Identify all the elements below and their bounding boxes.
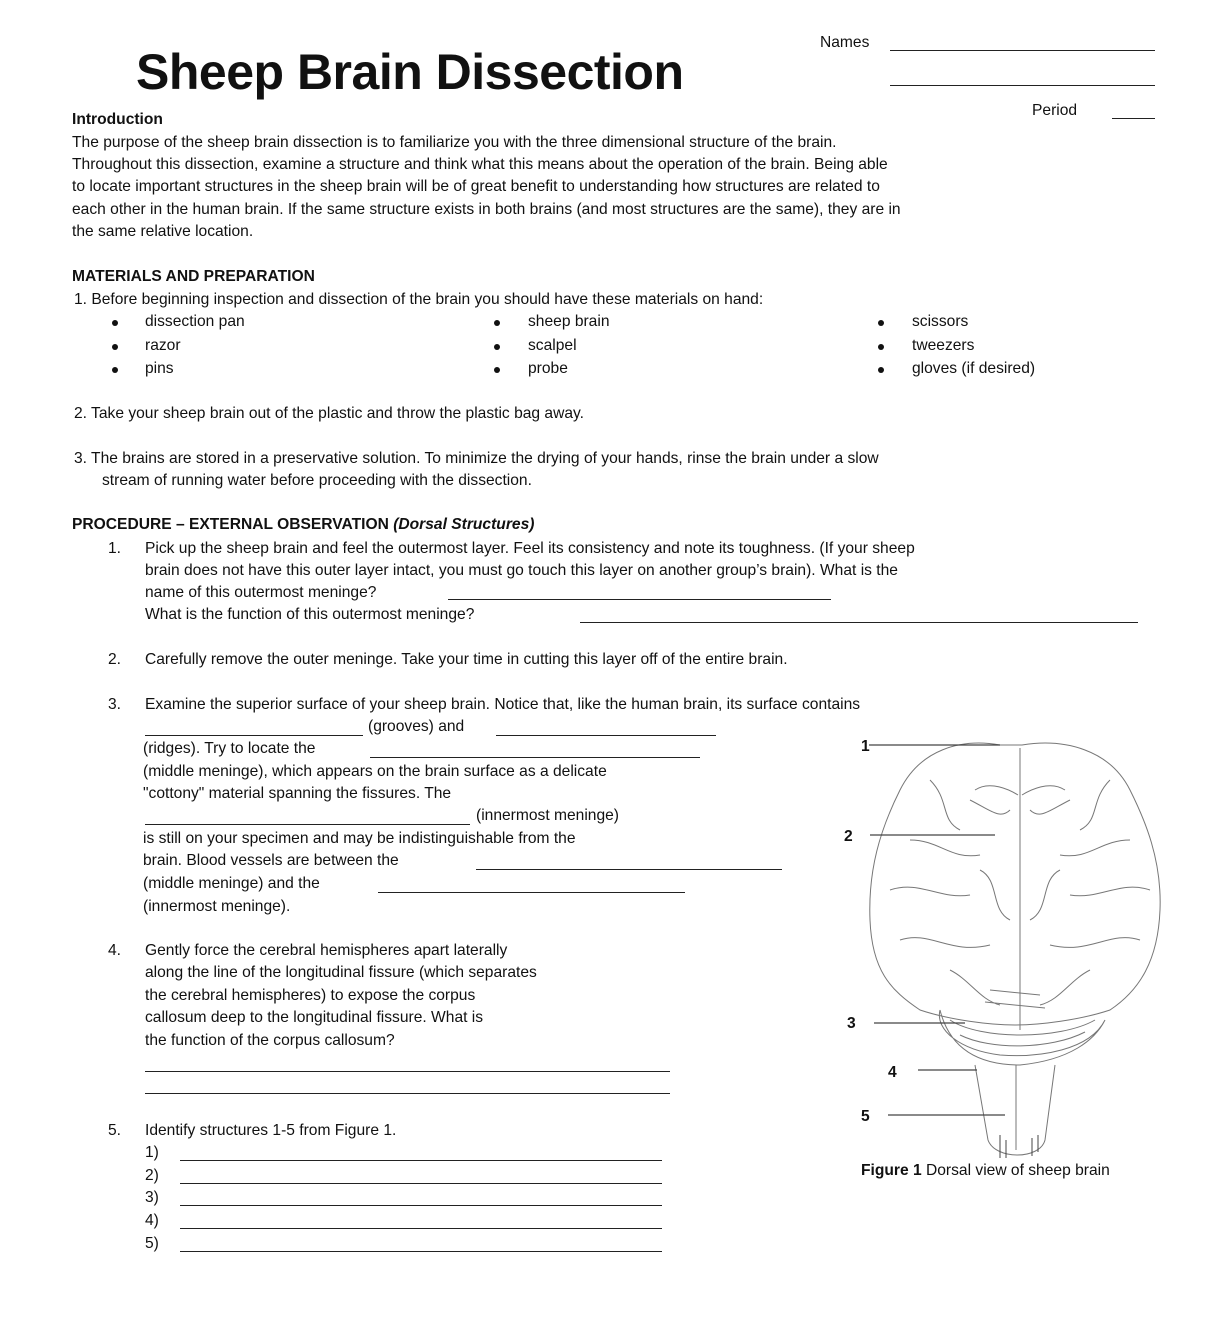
names-label: Names [820,34,870,51]
procedure-heading [72,515,534,535]
materials-step-1: 1. Before beginning inspection and dissection of the brain you should have these materials on hand: [74,291,764,308]
answer-number: 2) [145,1167,159,1184]
step-number: 4. [108,942,122,959]
intro-line: the same relative location. [72,223,254,240]
material-item: scissors [912,313,969,330]
answer-blank[interactable] [180,1183,662,1184]
step-3-text: (innermost meninge). [143,898,291,915]
step-4-text: along the line of the longitudinal fissure (which separates [145,964,537,981]
step-3-text: Examine the superior surface of your sheep brain. Notice that, like the human brain, its surface contains [145,696,861,713]
bullet-icon [112,367,118,373]
step-3-text: brain. Blood vessels are between the [143,852,399,869]
answer-blank[interactable] [180,1205,662,1206]
step-number: 1. [108,540,122,557]
material-item: razor [145,337,181,354]
bullet-icon [878,367,884,373]
figure-caption-number: Figure 1 [861,1162,922,1179]
step-3-text: (middle meninge) and the [143,875,320,892]
step-1-question: What is the function of this outermost meninge? [145,606,475,623]
intro-line: each other in the human brain. If the same structure exists in both brains (and most structures are the same), they are in [72,201,901,218]
step-4-text: the function of the corpus callosum? [145,1032,395,1049]
procedure-heading-italic: (Dorsal Structures) [393,516,535,533]
step-3-text: is still on your specimen and may be indistinguishable from the [143,830,576,847]
material-item: gloves (if desired) [912,360,1036,377]
bullet-icon [112,320,118,326]
materials-heading: MATERIALS AND PREPARATION [72,268,315,285]
procedure-heading-text: PROCEDURE – EXTERNAL OBSERVATION [72,516,389,533]
figure-label: 2 [844,828,853,845]
answer-blank[interactable] [496,735,716,736]
bullet-icon [494,367,500,373]
step-3-text: (grooves) and [368,718,465,735]
step-1-question: name of this outermost meninge? [145,584,377,601]
period-label: Period [1032,102,1078,119]
page-title: Sheep Brain Dissection [136,44,684,100]
answer-blank[interactable] [370,757,700,758]
answer-blank[interactable] [180,1228,662,1229]
bullet-icon [494,344,500,350]
intro-line: The purpose of the sheep brain dissection is to familiarize you with the three dimensional structure of the brain. [72,134,837,151]
step-number: 5. [108,1122,122,1139]
bullet-icon [878,344,884,350]
material-item: scalpel [528,337,577,354]
step-2-text: Carefully remove the outer meninge. Take your time in cutting this layer off of the entire brain. [145,651,788,668]
bullet-icon [494,320,500,326]
answer-number: 4) [145,1212,159,1229]
step-1-text: brain does not have this outer layer intact, you must go touch this layer on another group’s brain). What is the [145,562,898,579]
answer-number: 3) [145,1189,159,1206]
answer-blank[interactable] [145,1093,670,1094]
answer-number: 5) [145,1235,159,1252]
answer-blank[interactable] [145,735,363,736]
materials-step-3: 3. The brains are stored in a preservative solution. To minimize the drying of your hands, rinse the brain under a slow [74,450,879,467]
bullet-icon [112,344,118,350]
sheep-brain-figure [840,720,1224,1160]
figure-caption [861,1161,1110,1181]
intro-line: Throughout this dissection, examine a structure and think what this means about the operation of the brain. Being able [72,156,888,173]
step-number: 2. [108,651,122,668]
intro-heading: Introduction [72,111,163,128]
step-4-text: callosum deep to the longitudinal fissure. What is [145,1009,484,1026]
intro-line: to locate important structures in the sheep brain will be of great benefit to understanding how structures are related to [72,178,880,195]
names-field-1[interactable] [890,50,1155,51]
answer-blank[interactable] [448,599,831,600]
answer-blank[interactable] [580,622,1138,623]
answer-blank[interactable] [180,1251,662,1252]
step-3-text: (ridges). Try to locate the [143,740,316,757]
period-field[interactable] [1112,118,1155,119]
material-item: sheep brain [528,313,610,330]
figure-caption-text: Dorsal view of sheep brain [926,1162,1110,1179]
material-item: tweezers [912,337,975,354]
figure-label: 3 [847,1015,856,1032]
materials-step-3-cont: stream of running water before proceeding with the dissection. [102,472,532,489]
step-3-text: "cottony" material spanning the fissures. The [143,785,452,802]
step-5-text: Identify structures 1-5 from Figure 1. [145,1122,397,1139]
material-item: pins [145,360,174,377]
materials-step-2: 2. Take your sheep brain out of the plastic and throw the plastic bag away. [74,405,584,422]
step-4-text: the cerebral hemispheres) to expose the corpus [145,987,476,1004]
answer-blank[interactable] [378,892,685,893]
names-field-2[interactable] [890,85,1155,86]
answer-number: 1) [145,1144,159,1161]
material-item: dissection pan [145,313,245,330]
figure-label: 1 [861,738,870,755]
figure-label: 4 [888,1064,897,1081]
answer-blank[interactable] [145,824,470,825]
answer-blank[interactable] [476,869,782,870]
answer-blank[interactable] [145,1071,670,1072]
figure-label: 5 [861,1108,870,1125]
step-3-text: (innermost meninge) [476,807,620,824]
step-3-text: (middle meninge), which appears on the brain surface as a delicate [143,763,607,780]
bullet-icon [878,320,884,326]
answer-blank[interactable] [180,1160,662,1161]
step-4-text: Gently force the cerebral hemispheres apart laterally [145,942,508,959]
step-1-text: Pick up the sheep brain and feel the outermost layer. Feel its consistency and note its toughness. (If your sheep [145,540,915,557]
material-item: probe [528,360,568,377]
step-number: 3. [108,696,122,713]
